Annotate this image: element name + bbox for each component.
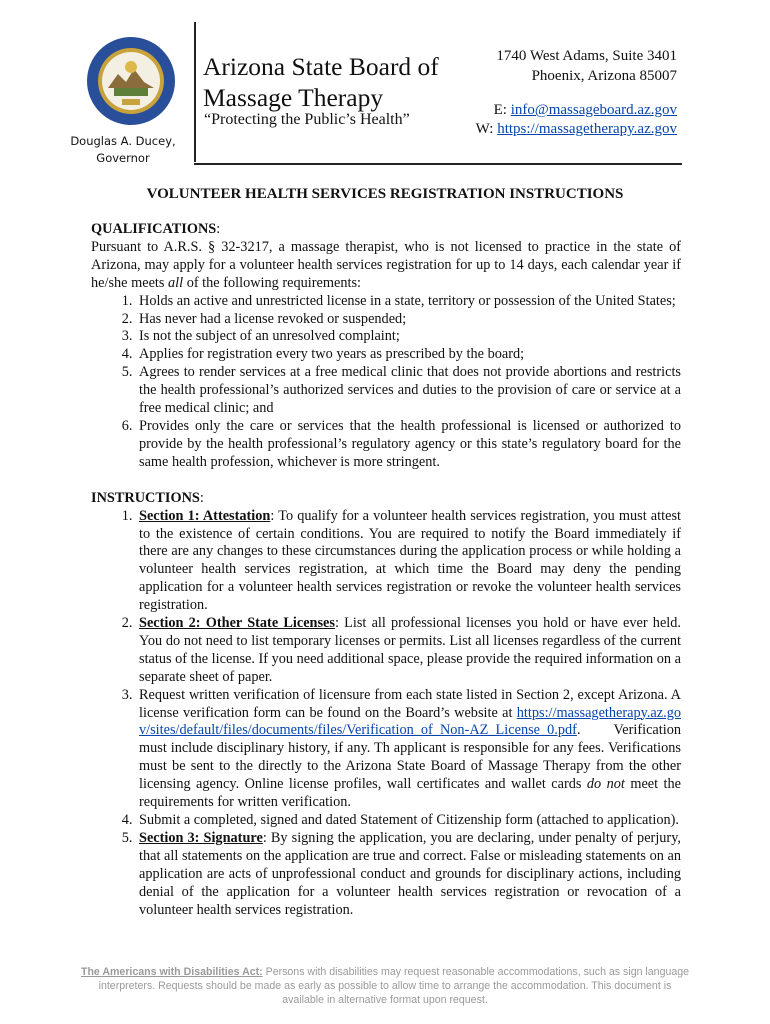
list-item: 4. Submit a completed, signed and dated Statement of Citizenship form (attached to application). bbox=[136, 812, 681, 830]
board-address bbox=[496, 46, 677, 86]
ada-text: Persons with disabilities may request reasonable accommodations, such as sign language interpreters. Requests should be made as early as possible to allow time to arrange the accommodation. This document is available in alternative format upon request. bbox=[98, 966, 690, 1006]
section-3-label: Section 3: Signature bbox=[139, 829, 263, 846]
section-2-text: : List all professional licenses you hold or have ever held. You do not need to list temporary licenses or permits. List all licenses regardless of the current status of the license. If you need additional space, please provide the required information on a separate sheet of paper. bbox=[139, 615, 681, 685]
section-2-label: Section 2: Other State Licenses bbox=[139, 615, 335, 632]
board-contact bbox=[476, 101, 677, 139]
instructions-heading: INSTRUCTIONS bbox=[91, 489, 200, 506]
verification-text: Request written verification of licensure from each state listed in Section 2, except Arizona. A license verification form can be found on the Board’s website at bbox=[139, 686, 681, 721]
section-1-label: Section 1: Attestation bbox=[139, 507, 271, 524]
qualifications-heading: QUALIFICATIONS bbox=[91, 221, 217, 237]
list-item bbox=[136, 615, 681, 687]
website-link[interactable]: https://massagetherapy.az.gov bbox=[497, 121, 677, 137]
intro-text-end: of the following requirements: bbox=[183, 274, 361, 291]
section-3-text: : By signing the application, you are declaring, under penalty of perjury, that all statements on the application are true and correct. False or misleading statements on an application are acts of unprofessional conduct and grounds for disciplinary actions, including denial of the application for a volunteer health services registration or revocation of a volunteer health services registration. bbox=[139, 829, 681, 918]
verification-emphasis: do not bbox=[586, 776, 625, 793]
intro-emphasis: all bbox=[168, 274, 184, 291]
document-title: VOLUNTEER HEALTH SERVICES REGISTRATION INSTRUCTIONS bbox=[146, 186, 624, 202]
list-item bbox=[136, 687, 681, 812]
list-item bbox=[136, 508, 681, 615]
governor-block bbox=[54, 133, 192, 167]
ada-footer bbox=[80, 965, 690, 1007]
intro-text: Pursuant to A.R.S. § 32-3217, a massage therapist, who is not licensed to practice in the state of Arizona, may apply for a volunteer health services registration for up to 14 days, each calendar year if he/she meets bbox=[91, 238, 681, 291]
verification-text-end: meet the requirements for written verification. bbox=[139, 776, 682, 811]
list-item: 6. Provides only the care or services that the health professional is licensed or authorized to provide by the health professional’s regulatory agency or this state’s regulatory board for the same health profession, whichever is more stringent. bbox=[136, 418, 681, 472]
address-line-1: 1740 West Adams, Suite 3401 bbox=[496, 48, 677, 64]
list-item: 3. Is not the subject of an unresolved complaint; bbox=[136, 328, 681, 346]
email-prefix: E: bbox=[493, 102, 511, 118]
board-name: Arizona State Board of Massage Therapy bbox=[203, 52, 439, 112]
governor-name: Douglas A. Ducey, bbox=[70, 134, 176, 148]
instructions-list bbox=[91, 508, 681, 920]
list-item: 2. Has never had a license revoked or suspended; bbox=[136, 311, 681, 329]
section-1-text: : To qualify for a volunteer health services registration, you must attest to the existence of certain conditions. You are required to notify the Board immediately if there are any changes to these circumstances during the application process or while holding a volunteer health services registration, at which time the Board may deny the pending application for a volunteer health services registration or revoke the volunteer health services registration. bbox=[139, 507, 681, 614]
verification-text-2: . Verification must include disciplinary history, if any. Th applicant is responsible for any fees. Verifications must be sent to the directly to the Arizona State Board of Massage Therapy from the other licensing agency. Online license profiles, wall certificates and wallet cards bbox=[139, 722, 681, 793]
web-prefix: W: bbox=[475, 121, 498, 137]
ada-label: The Americans with Disabilities Act: bbox=[80, 966, 263, 978]
document-body: QUALIFICATIONS: Pursuant to A.R.S. § 32-3217, a massage therapist, who is not licensed to practice in the state of Arizona, may apply for a volunteer health services registration for up to 14 days, each calendar year if he/she meets all of the following requirements: 1. Holds an active and unrestricted license in a state, territory or possession of the United States; 2. Has never had a license revoked or suspended; 3. Is not the subject of an unresolved complaint; 4. Applies for registration every two years as prescribed by the board; 5. Agrees to render services at a free medical clinic that does not provide abortions and restricts the health professional’s authorized services and duties to the provision of care or service at a free medical clinic; and 6. Provides only the care or services that the health professional is licensed or authorized to provide by the health professional’s regulatory agency or this state’s regulatory board for the same health profession, whichever is more stringent. INSTRUCTIONS: 1. Section 1: Attestation: To qualify for a volunteer health services registration, you must attest to the existence of certain conditions. You are required to notify the Board immediately if there are any changes to these circumstances during the application process or while holding a volunteer health services registration, at which time the Board may deny the pending application for a volunteer health services registration or revoke the volunteer health services registration. 2. Section 2: Other State Licenses: List all professional licenses you hold or have ever held. You do not need to list temporary licenses or permits. List all licenses regardless of the current status of the license. If you need additional space, please provide the required information on a separate sheet of paper. 3. Request written verification of licensure from each state listed in Section 2, except Arizona. A license verification form can be found on the Board’s website at https://massagetherapy.az.gov/sites/default/files/documents/files/Verification_of_Non-AZ_License_0.pdf. Verification must include disciplinary history, if any. Th applicant is responsible for any fees. Verifications must be sent to the directly to the Arizona State Board of Massage Therapy from the other licensing agency. Online license profiles, wall certificates and wallet cards do not meet the requirements for written verification. 4. Submit a completed, signed and dated Statement of Citizenship form (attached to application). 5. Section 3: Signature: By signing the application, you are declaring, under penalty of perjury, that all statements on the application are true and correct. False or misleading statements on an application are acts of unprofessional conduct and grounds for disciplinary actions, including denial of the application for a volunteer health services registration or revocation of a volunteer health services registration. bbox=[91, 221, 681, 919]
header-vertical-divider bbox=[194, 22, 196, 162]
list-item: 5. Agrees to render services at a free medical clinic that does not provide abortions and restricts the health professional’s authorized services and duties to the provision of care or service at a free medical clinic; and bbox=[136, 364, 681, 418]
list-item: 4. Applies for registration every two years as prescribed by the board; bbox=[136, 346, 681, 364]
governor-title: Governor bbox=[96, 151, 150, 165]
list-item: 1. Holds an active and unrestricted license in a state, territory or possession of the United States; bbox=[136, 293, 681, 311]
board-slogan: “Protecting the Public’s Health” bbox=[204, 111, 410, 128]
state-seal-icon bbox=[86, 36, 176, 126]
header-horizontal-divider bbox=[194, 163, 682, 165]
list-item bbox=[136, 830, 681, 920]
qualifications-list bbox=[91, 293, 681, 472]
address-line-2: Phoenix, Arizona 85007 bbox=[531, 68, 677, 84]
verification-form-link[interactable]: https://massagetherapy.az.gov/sites/default/files/documents/files/Verification_of_Non-AZ_License_0.pdf bbox=[139, 704, 681, 739]
email-link[interactable]: info@massageboard.az.gov bbox=[510, 102, 677, 118]
qualifications-intro bbox=[91, 239, 681, 293]
